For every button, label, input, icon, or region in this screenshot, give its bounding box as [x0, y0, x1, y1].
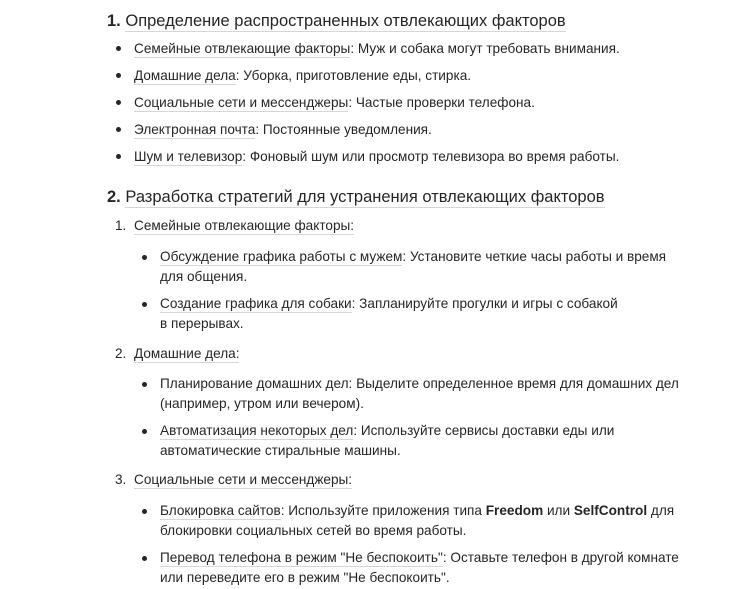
- bullet-icon: [116, 73, 121, 78]
- item-label: Электронная почта: [134, 122, 256, 137]
- item-label: Планирование домашних дел: [160, 376, 349, 391]
- subsection-2-number: 2.: [115, 346, 127, 361]
- list-item: [160, 421, 614, 441]
- subsection-1-title: Семейные отвлекающие факторы:: [134, 218, 355, 233]
- bullet-icon: [142, 429, 147, 434]
- app-name-selfcontrol: SelfControl: [573, 503, 648, 518]
- list-item-continuation: автоматические стиральные машины.: [160, 443, 401, 458]
- item-text: : Оставьте телефон в другой комнате: [442, 550, 679, 565]
- list-item: [160, 247, 666, 267]
- list-item: [134, 66, 471, 86]
- item-text: : Выделите определенное время для домашних дел: [348, 376, 679, 391]
- list-item-continuation: для общения.: [160, 269, 248, 284]
- section-2-number: 2.: [107, 188, 121, 206]
- subsection-3-number: 3.: [115, 472, 127, 487]
- item-label: Автоматизация некоторых дел: [160, 423, 354, 438]
- list-item-continuation: блокировки социальных сетей во время работы.: [160, 523, 467, 538]
- item-text: : Используйте приложения типа: [280, 503, 486, 518]
- list-item: [134, 39, 620, 59]
- item-label: Перевод телефона в режим "Не беспокоить": [160, 550, 443, 565]
- list-item-continuation: (например, утром или вечером).: [160, 396, 364, 411]
- subsection-1-number: 1.: [115, 218, 127, 233]
- item-label: Создание графика для собаки: [160, 296, 352, 311]
- bullet-icon: [142, 255, 147, 260]
- section-2-heading: [107, 187, 605, 207]
- item-text: : Фоновый шум или просмотр телевизора во время работы.: [242, 149, 620, 164]
- item-label: Обсуждение графика работы с мужем: [160, 249, 403, 264]
- list-item-continuation: или переведите его в режим "Не беспокоить".: [160, 570, 450, 585]
- item-label: Социальные сети и мессенджеры: [134, 95, 349, 110]
- list-item: [160, 548, 679, 568]
- bullet-icon: [142, 556, 147, 561]
- section-2-title: Разработка стратегий для устранения отвлекающих факторов: [125, 188, 605, 206]
- bullet-icon: [116, 100, 121, 105]
- list-item: [160, 374, 679, 394]
- list-item-continuation: в перерывах.: [160, 316, 244, 331]
- item-label: Шум и телевизор: [134, 149, 243, 164]
- bullet-icon: [142, 509, 147, 514]
- bullet-icon: [142, 302, 147, 307]
- bullet-icon: [116, 154, 121, 159]
- list-item: [134, 93, 535, 113]
- bullet-icon: [116, 46, 121, 51]
- item-text: : Постоянные уведомления.: [255, 122, 432, 137]
- item-label: Блокировка сайтов: [160, 503, 281, 518]
- bullet-icon: [116, 127, 121, 132]
- section-1-number: 1.: [107, 12, 121, 30]
- item-label: Домашние дела: [134, 68, 236, 83]
- bullet-icon: [142, 382, 147, 387]
- subsection-3-title: Социальные сети и мессенджеры:: [134, 472, 353, 487]
- item-text: : Муж и собака могут требовать внимания.: [350, 41, 620, 56]
- item-text: : Уборка, приготовление еды, стирка.: [235, 68, 472, 83]
- list-item: Блокировка сайтов: Используйте приложения типа Freedom или SelfControl для: [160, 503, 675, 518]
- list-item: [160, 294, 618, 314]
- app-name-freedom: Freedom: [485, 503, 544, 518]
- section-1-title: Определение распространенных отвлекающих факторов: [125, 12, 566, 30]
- list-item: [134, 147, 619, 167]
- subsection-2-title: Домашние дела:: [134, 346, 240, 361]
- item-text: : Используйте сервисы доставки еды или: [353, 423, 615, 438]
- section-1-heading: [107, 11, 566, 31]
- item-text: : Запланируйте прогулки и игры с собакой: [351, 296, 618, 311]
- item-text: : Частые проверки телефона.: [348, 95, 535, 110]
- item-text: : Установите четкие часы работы и время: [402, 249, 667, 264]
- list-item: [134, 120, 432, 140]
- item-label: Семейные отвлекающие факторы: [134, 41, 351, 56]
